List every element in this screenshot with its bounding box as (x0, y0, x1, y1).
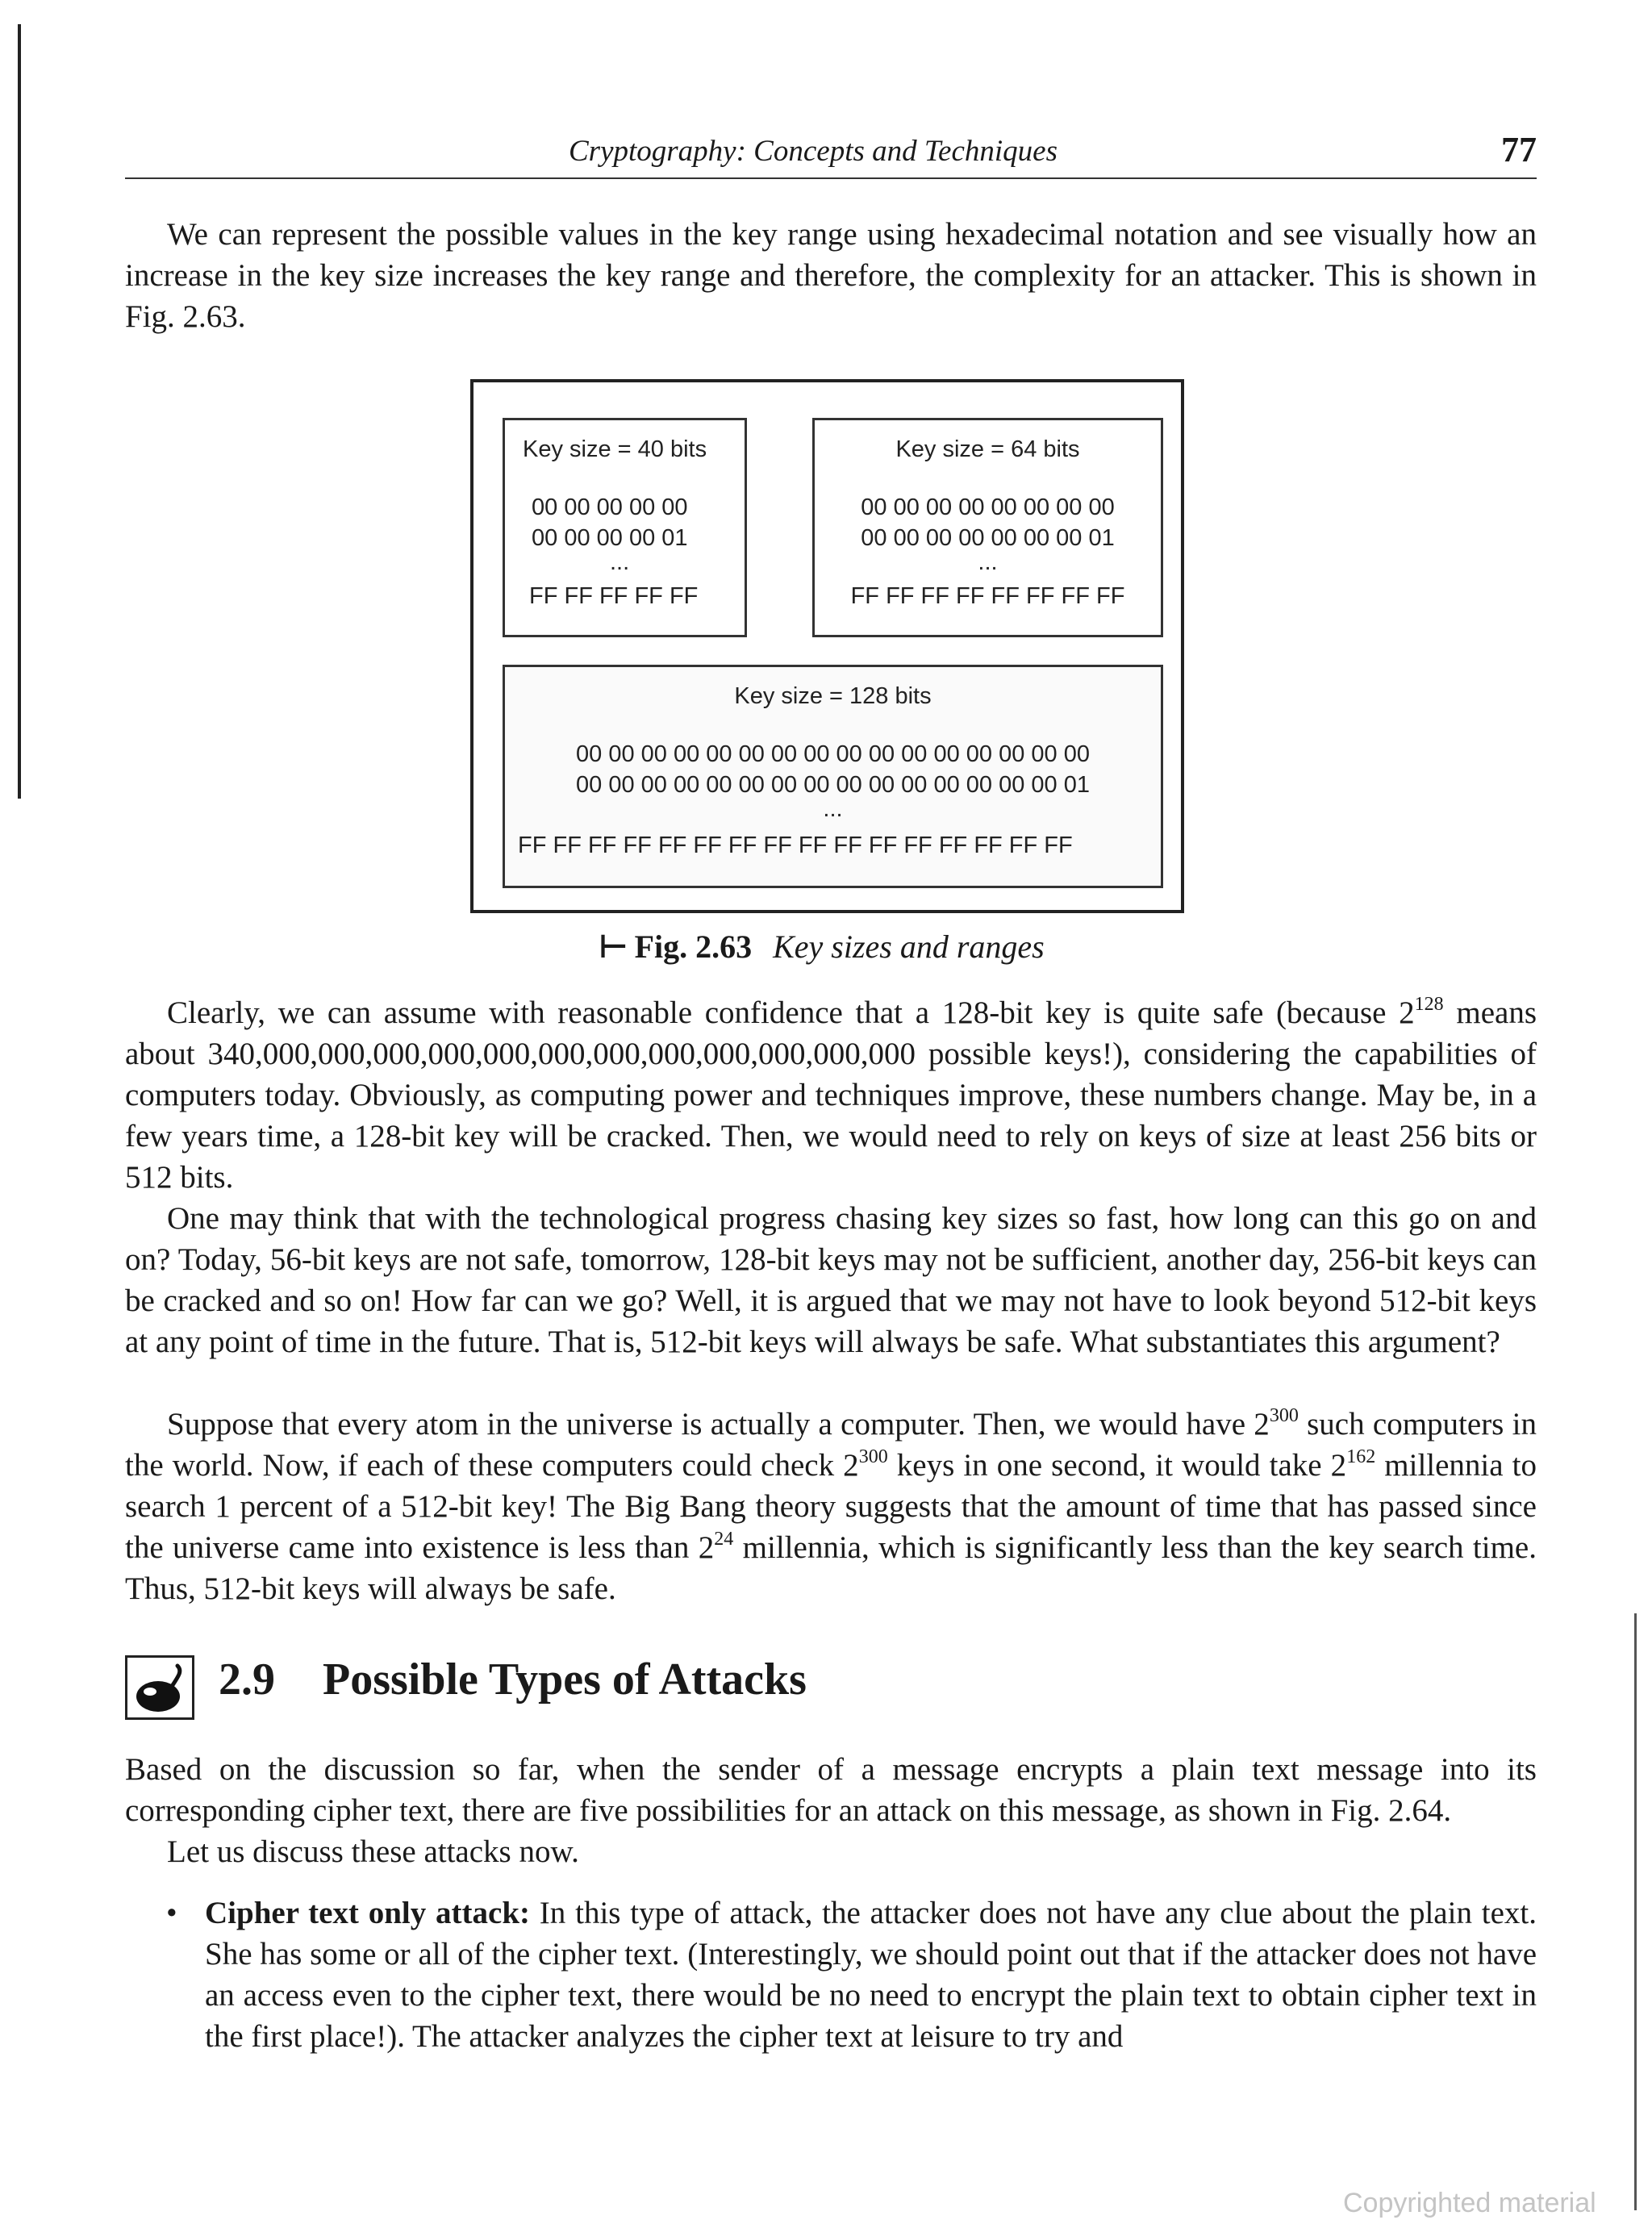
paragraph-key-growth: One may think that with the technological progress chasing key sizes so fast, how long can this go on and on? Today, 56-bit keys are not safe, tomorrow, 128-bit keys may not be sufficient, another day, 256-bit keys can be cracked and so on! How far can we go? Well, it is argued that we may not have to look beyond 512-bit keys at any point of time in the future. That is, 512-bit keys will always be safe. What substantiates this argument? (125, 1201, 1537, 1359)
right-margin-rule (1634, 1613, 1637, 2210)
key-size-label: Key size = 64 bits (895, 436, 1080, 462)
paragraph-key-safety: Clearly, we can assume with reasonable confidence that a 128-bit key is quite safe (because $2^{128}$ means about 340,000,000,000,000,000,000,000,000,000,000,000,000 possible keys!), considering the capabilities of computers today. Obviously, as computing power and techniques improve, these numbers change. May be, in a few years time, a 128-bit key will be cracked. Then, we would need to rely on keys of size at least 256 bits or 512 bits. (125, 994, 1537, 1195)
section-title: Possible Types of Attacks (323, 1654, 807, 1705)
intro-paragraph: We can represent the possible values in the key range using hexadecimal notation and see visually how an increase in the key size increases the key range and therefore, the complexity for an attacker. This is shown in Fig. 2.63. (125, 217, 1537, 334)
paragraph-atoms-argument: Suppose that every atom in the universe is actually a computer. Then, we would have $2^{300}$ such computers in the world. Now, if each of these computers could check $2^{300}$ keys in one second, it would take $2^{162}$ millennia to search 1 percent of a 512-bit key! The Big Bang theory suggests that the amount of time that has passed since the universe came into existence is less than $2^{24}$ millennia, which is significantly less than the key search time. Thus, 512-bit keys will always be safe. (125, 1405, 1537, 1606)
key-box-128-bits (503, 665, 1163, 888)
page-number: 77 (1501, 130, 1537, 169)
hex-ellipsis: ... (610, 549, 630, 575)
figure-number: Fig. 2.63 (634, 928, 753, 965)
figure-caption (599, 928, 1045, 966)
hex-last-value: FF FF FF FF FF (529, 583, 699, 609)
key-range-figure (470, 379, 1184, 913)
hex-last-value: FF FF FF FF FF FF FF FF (850, 583, 1125, 609)
left-margin-rule (18, 24, 21, 799)
key-box-40-bits (503, 418, 747, 637)
hex-second-value: 00 00 00 00 00 00 00 00 00 00 00 00 00 00 00 01 (576, 772, 1090, 798)
superscript: 24 (714, 1529, 734, 1550)
paragraph-discuss-attacks: Let us discuss these attacks now. (167, 1834, 579, 1869)
key-size-label: Key size = 128 bits (734, 683, 932, 709)
hex-ellipsis: ... (823, 796, 843, 822)
hex-second-value: 00 00 00 00 01 (532, 525, 688, 551)
superscript: 162 (1346, 1446, 1376, 1467)
hex-ellipsis: ... (978, 549, 998, 575)
key-size-label: Key size = 40 bits (523, 436, 707, 462)
figure-title: Key sizes and ranges (773, 928, 1045, 965)
bullet-text: In this type of attack, the attacker does not have any clue about the plain text. She has some or all of the cipher text. (Interestingly, we should point out that if the attacker does not have an access even to the cipher text, there would be no need to encrypt the plain text to obtain cipher text in the first place!). The attacker analyzes the cipher text at leisure to try and (205, 1896, 1537, 2054)
mouse-icon (125, 1655, 194, 1720)
key-box-64-bits (812, 418, 1163, 637)
hex-first-value: 00 00 00 00 00 (532, 494, 688, 520)
hex-first-value: 00 00 00 00 00 00 00 00 00 00 00 00 00 00 00 00 (576, 741, 1090, 767)
copyright-watermark: Copyrighted material (1343, 2188, 1596, 2218)
list-item (161, 1892, 1537, 2057)
paragraph-attack-intro: Based on the discussion so far, when the sender of a message encrypts a plain text message into its corresponding cipher text, there are five possibilities for an attack on this message, as shown in Fig. 2.64. (125, 1752, 1537, 1828)
bullet-term: Cipher text only attack: (205, 1896, 530, 1930)
section-number: 2.9 (219, 1654, 275, 1705)
superscript: 128 (1414, 994, 1444, 1015)
hex-second-value: 00 00 00 00 00 00 00 01 (861, 525, 1115, 551)
hex-first-value: 00 00 00 00 00 00 00 00 (861, 494, 1115, 520)
running-header (125, 129, 1537, 179)
superscript: 300 (1269, 1405, 1299, 1426)
superscript: 300 (858, 1446, 888, 1467)
caption-marker-icon: ⊢ (599, 928, 628, 966)
running-title: Cryptography: Concepts and Techniques (569, 135, 1058, 168)
hex-last-value: FF FF FF FF FF FF FF FF FF FF FF FF FF FF FF FF (518, 832, 1073, 858)
attack-types-list (161, 1892, 1537, 2057)
